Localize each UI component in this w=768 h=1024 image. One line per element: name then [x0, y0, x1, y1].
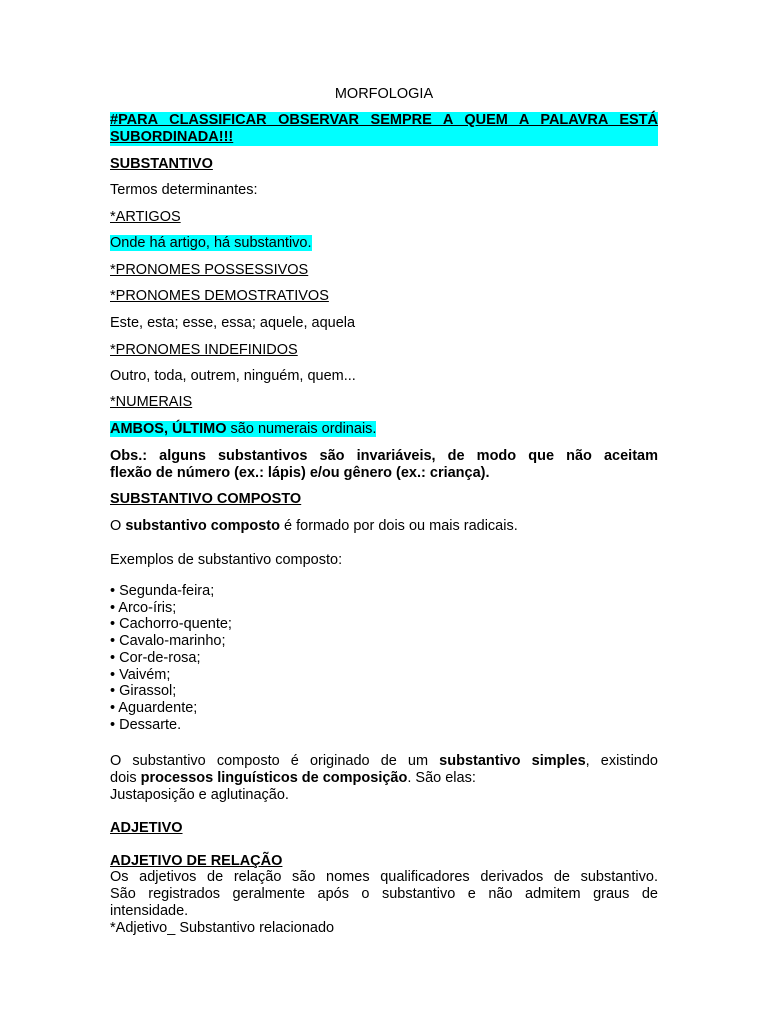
- origem-bold: substantivo simples: [439, 753, 586, 769]
- composto-def-pre: O: [110, 518, 126, 534]
- origem-post: , existindo: [585, 753, 658, 769]
- indefinidos-examples: Outro, toda, outrem, ninguém, quem...: [110, 368, 356, 384]
- termos-label: Termos determinantes:: [110, 182, 258, 198]
- origem-line-2: [110, 770, 476, 787]
- origem2-pre: dois: [110, 770, 141, 786]
- composto-def-bold: substantivo composto: [125, 518, 280, 534]
- exemplo-item: • Vaivém;: [110, 666, 171, 683]
- exemplo-item: • Girassol;: [110, 683, 177, 700]
- exemplos-label: Exemplos de substantivo composto:: [110, 552, 343, 568]
- possessivos-heading: *PRONOMES POSSESSIVOS: [110, 262, 309, 278]
- numerais-note: [110, 421, 376, 438]
- obs-line-2: flexão de número (ex.: lápis) e/ou gênero (ex.: criança).: [110, 465, 490, 481]
- origem2-post: . São elas:: [407, 770, 476, 786]
- adjetivo-heading: ADJETIVO: [110, 820, 183, 836]
- notice-line-1: #PARA CLASSIFICAR OBSERVAR SEMPRE A QUEM A PALAVRA ESTÁ: [110, 112, 658, 128]
- exemplos-list: [110, 583, 232, 733]
- relacao-line-2: São registrados geralmente após o substantivo e não admitem graus de: [110, 886, 658, 902]
- composto-heading: SUBSTANTIVO COMPOSTO: [110, 491, 302, 507]
- artigos-note: [110, 235, 312, 252]
- demostrativos-heading: *PRONOMES DEMOSTRATIVOS: [110, 288, 329, 304]
- exemplo-item: • Arco-íris;: [110, 599, 177, 616]
- obs-line-1: Obs.: alguns substantivos são invariáveis, de modo que não aceitam: [110, 448, 658, 464]
- origem2-bold: processos linguísticos de composição: [140, 770, 408, 786]
- indefinidos-heading: *PRONOMES INDEFINIDOS: [110, 342, 298, 358]
- numerais-note-bold: AMBOS, ÚLTIMO: [110, 421, 227, 437]
- substantivo-heading: SUBSTANTIVO: [110, 156, 213, 172]
- page-title: MORFOLOGIA: [334, 86, 434, 102]
- exemplo-item: • Aguardente;: [110, 699, 198, 716]
- composto-def-post: é formado por dois ou mais radicais.: [280, 518, 518, 534]
- adjetivo-relacao-heading: ADJETIVO DE RELAÇÃO: [110, 853, 283, 869]
- exemplo-item: • Dessarte.: [110, 716, 182, 733]
- origem-pre: O substantivo composto é originado de um: [110, 753, 440, 769]
- artigos-note-text: Onde há artigo, há substantivo.: [110, 235, 312, 251]
- processos-line: Justaposição e aglutinação.: [110, 787, 289, 803]
- demostrativos-examples: Este, esta; esse, essa; aquele, aquela: [110, 315, 356, 331]
- origem-line-1: [110, 753, 658, 770]
- relacao-line-3: intensidade.: [110, 903, 189, 919]
- relacao-line-4: *Adjetivo_ Substantivo relacionado: [110, 920, 335, 936]
- exemplo-item: • Cachorro-quente;: [110, 616, 232, 633]
- exemplo-item: • Cavalo-marinho;: [110, 633, 226, 650]
- relacao-line-1: Os adjetivos de relação são nomes qualificadores derivados de substantivo.: [110, 869, 658, 885]
- artigos-heading: *ARTIGOS: [110, 209, 181, 225]
- notice-line-2: SUBORDINADA!!!: [110, 129, 234, 145]
- numerais-heading: *NUMERAIS: [110, 394, 193, 410]
- exemplo-item: • Segunda-feira;: [110, 583, 215, 599]
- exemplo-item: • Cor-de-rosa;: [110, 649, 201, 666]
- composto-definition: [110, 518, 518, 535]
- numerais-note-rest: são numerais ordinais.: [226, 421, 377, 437]
